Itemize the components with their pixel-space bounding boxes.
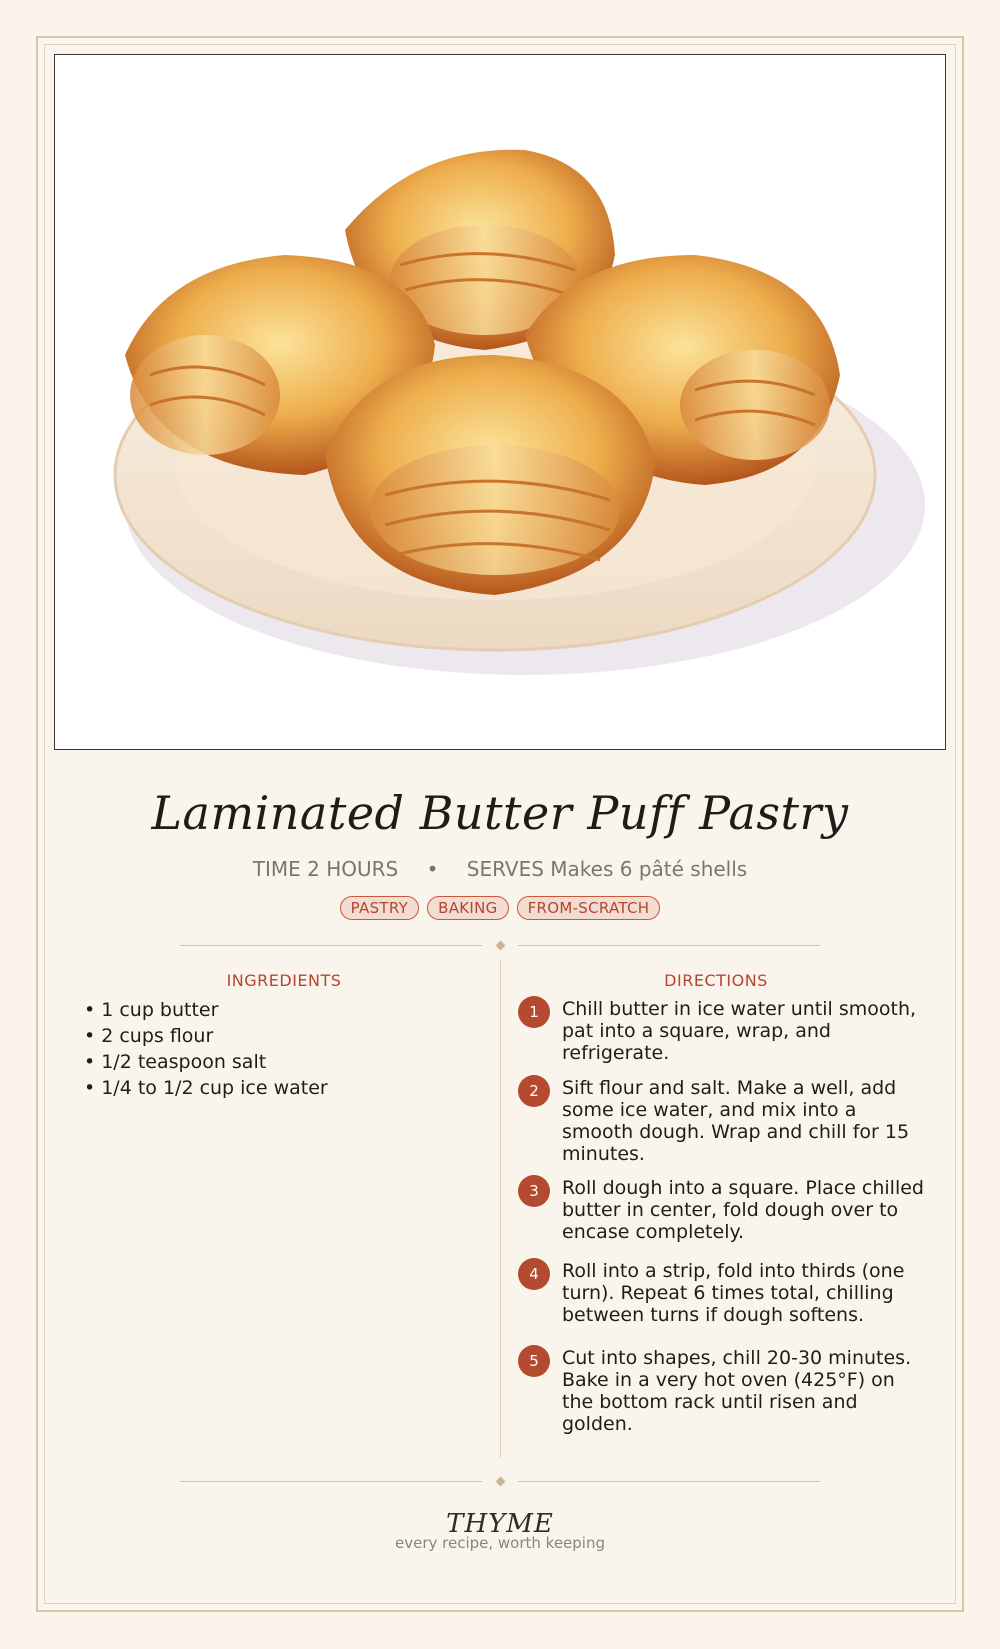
serves-label: SERVES [466,857,544,881]
serves-value: Makes 6 pâté shells [550,857,748,881]
tag-pastry[interactable]: PASTRY [340,896,419,920]
recipe-photo [54,54,946,750]
tag-from-scratch[interactable]: FROM-SCRATCH [517,896,661,920]
brand-tagline: every recipe, worth keeping [394,1534,605,1552]
pastry-illustration [55,55,945,749]
step-text: Roll into a strip, fold into thirds (one turn). Repeat 6 times total, chilling between turns if dough softens. [562,1260,905,1326]
top-divider-right [518,945,820,946]
time-value: 2 HOURS [307,857,399,881]
ingredients-list [84,997,464,1101]
step-number-badge: 4 [518,1258,550,1290]
step-text: Roll dough into a square. Place chilled butter in center, fold dough over to encase completely. [562,1177,924,1243]
ingredients-heading: INGREDIENTS [226,971,342,990]
ingredient-item: • 1/2 teaspoon salt [84,1051,267,1073]
column-divider [500,960,501,1458]
ingredient-item: • 1 cup butter [84,999,219,1021]
recipe-meta [0,857,1000,881]
tag-list [0,896,1000,920]
recipe-title: Laminated Butter Puff Pastry [151,786,849,840]
step-number-badge: 5 [518,1345,550,1377]
step-number-badge: 2 [518,1075,550,1107]
top-divider-left [180,945,482,946]
brand-name: THYME [446,1509,554,1539]
directions-heading: DIRECTIONS [664,971,768,990]
step-number-badge: 3 [518,1175,550,1207]
bottom-divider-left [180,1481,482,1482]
time-label: TIME [252,857,301,881]
ingredient-item: • 1/4 to 1/2 cup ice water [84,1077,328,1099]
tag-baking[interactable]: BAKING [427,896,508,920]
step-text: Sift flour and salt. Make a well, add some ice water, and mix into a smooth dough. Wrap and chill for 15 minutes. [562,1077,910,1165]
bottom-divider-right [518,1481,820,1482]
step-number-badge: 1 [518,996,550,1028]
step-text: Chill butter in ice water until smooth, pat into a square, wrap, and refrigerate. [562,998,917,1064]
ingredient-item: • 2 cups flour [84,1025,214,1047]
meta-separator: • [426,857,439,881]
step-text: Cut into shapes, chill 20-30 minutes. Bake in a very hot oven (425°F) on the bottom rack until risen and golden. [562,1347,912,1435]
